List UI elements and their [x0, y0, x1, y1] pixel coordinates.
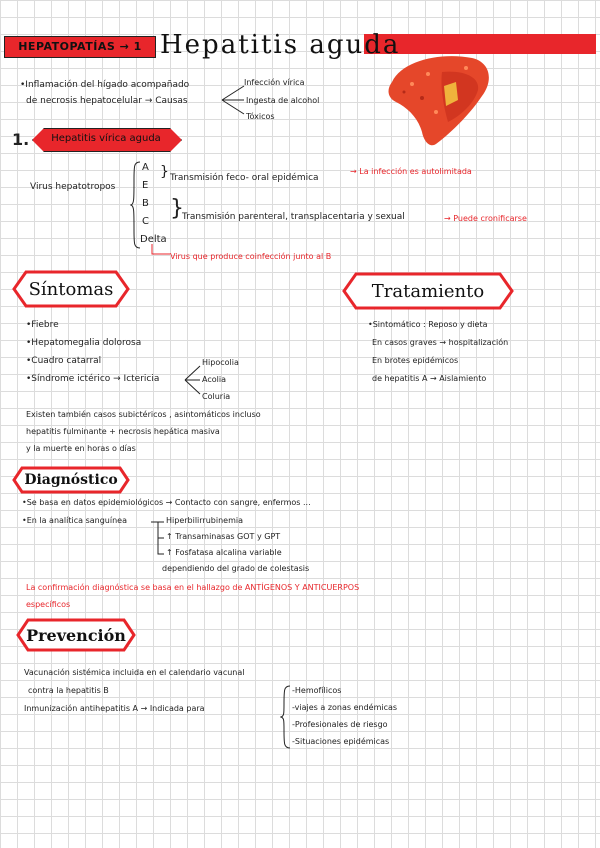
- symptom-item: •Fiebre: [26, 320, 59, 330]
- virus-letter: A: [142, 162, 149, 173]
- page-title: Hepatitis aguda: [160, 30, 401, 60]
- brace-large: }: [170, 196, 184, 221]
- confirmation-line: La confirmación diagnóstica se basa en el hallazgo de ANTÍGENOS Y ANTICUERPOS: [26, 583, 360, 592]
- transmission-note-2: → Puede cronificarse: [444, 214, 527, 223]
- sintomas-title: Síntomas: [28, 278, 114, 300]
- symptom-item: •Cuadro catarral: [26, 356, 102, 366]
- analitica-bracket: [150, 518, 166, 558]
- confirmation-line: específicos: [26, 600, 71, 609]
- virus-letter: E: [142, 180, 149, 191]
- prevention-target: -Hemofílicos: [292, 686, 342, 695]
- treatment-line: •Sintomático : Reposo y dieta: [368, 320, 488, 329]
- prevention-target: -viajes a zonas endémicas: [292, 703, 398, 712]
- treatment-line: de hepatitis A → Aislamiento: [372, 374, 487, 383]
- virus-letter: Delta: [140, 234, 167, 245]
- viral-badge-label: Hepatitis vírica aguda: [51, 133, 161, 144]
- prevention-target: -Situaciones epidémicas: [292, 737, 390, 746]
- delta-arrow: [150, 244, 172, 260]
- cause-item: Ingesta de alcohol: [246, 96, 320, 105]
- transmission-group-2: Transmisión parenteral, transplacentaria y sexual: [182, 212, 405, 222]
- prevention-target: -Profesionales de riesgo: [292, 720, 388, 729]
- diagnostico-heading: [12, 466, 130, 494]
- prevencion-title: Prevención: [26, 625, 126, 645]
- symptom-extra: hepatitis fulminante + necrosis hepática masiva: [26, 427, 220, 436]
- brace-small: }: [160, 164, 169, 180]
- treatment-line: En casos graves → hospitalización: [372, 338, 509, 347]
- lab-result: Hiperbilirrubinemia: [166, 516, 243, 525]
- ictericia-item: Hipocolia: [202, 358, 239, 367]
- delta-note: Virus que produce coinfección junto al B: [170, 252, 332, 261]
- liver-illustration: [382, 52, 494, 148]
- section-number: 1.: [12, 130, 30, 149]
- prevention-line: Vacunación sistémica incluida en el calendario vacunal: [24, 668, 245, 677]
- virus-letter: C: [142, 216, 149, 227]
- cause-item: Infección vírica: [244, 78, 305, 87]
- ictericia-item: Coluria: [202, 392, 231, 401]
- transmission-note-1: → La infección es autolimitada: [350, 167, 472, 176]
- treatment-line: En brotes epidémicos: [372, 356, 459, 365]
- tratamiento-title: Tratamiento: [371, 280, 485, 302]
- prevention-line: contra la hepatitis B: [28, 686, 109, 695]
- diagnosis-line: •Se basa en datos epidemiológicos → Contacto con sangre, enfermos ...: [22, 498, 311, 507]
- lab-result-note: dependiendo del grado de colestasis: [162, 564, 310, 573]
- transmission-group-1: Transmisión feco- oral epidémica: [170, 173, 319, 183]
- intro-line-1: •Inflamación del hígado acompañado: [20, 80, 190, 90]
- prevention-line: Inmunización antihepatitis A → Indicada para: [24, 704, 205, 713]
- causes-arrows: [220, 82, 246, 118]
- symptom-extra: Existen también casos subictéricos , asintomáticos incluso: [26, 410, 261, 419]
- virus-letter: B: [142, 198, 149, 209]
- prevencion-heading: [16, 618, 136, 652]
- symptom-extra: y la muerte en horas o días: [26, 444, 136, 453]
- cause-item: Tóxicos: [246, 112, 275, 121]
- virus-label: Virus hepatotropos: [30, 182, 116, 192]
- section-tag: HEPATOPATÍAS → 1: [4, 36, 156, 58]
- ictericia-item: Acolia: [202, 375, 226, 384]
- symptom-item: •Síndrome ictérico → Ictericia: [26, 374, 160, 384]
- prevention-brace: [280, 684, 292, 750]
- sintomas-heading: [12, 270, 130, 308]
- diagnosis-line: •En la analítica sanguínea: [22, 516, 127, 525]
- symptom-item: •Hepatomegalia dolorosa: [26, 338, 142, 348]
- lab-result: ↑ Transaminasas GOT y GPT: [166, 532, 281, 541]
- tratamiento-heading: [342, 272, 514, 310]
- intro-line-2: de necrosis hepatocelular → Causas: [26, 96, 188, 106]
- ictericia-arrows: [184, 362, 202, 398]
- diagnostico-title: Diagnóstico: [24, 472, 118, 488]
- lab-result: ↑ Fosfatasa alcalina variable: [166, 548, 282, 557]
